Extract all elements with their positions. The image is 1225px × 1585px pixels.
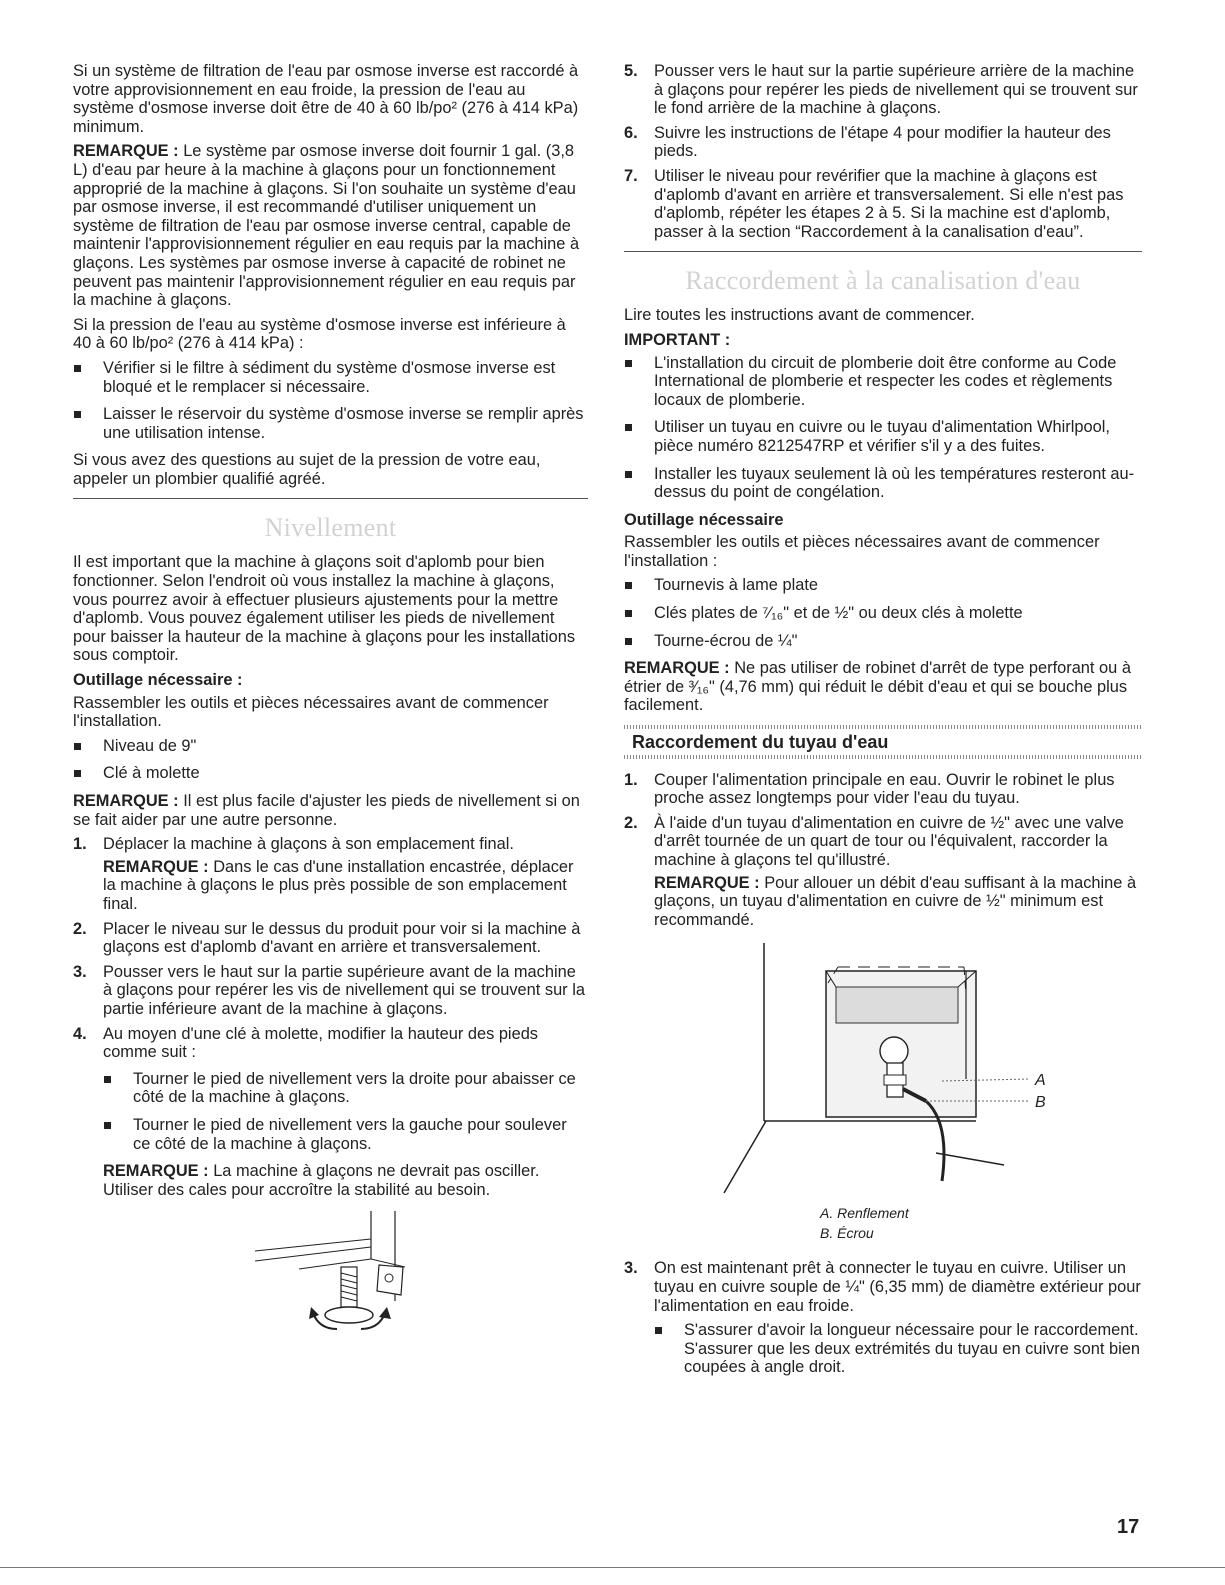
step-number: 6. <box>624 123 638 142</box>
step-number: 1. <box>73 835 87 854</box>
step-text: Suivre les instructions de l'étape 4 pour modifier la hauteur des pieds. <box>654 123 1111 161</box>
step-item <box>73 1025 588 1200</box>
step-item <box>624 814 1142 930</box>
step-text: Placer le niveau sur le dessus du produit pour voir si la machine à glaçons est d'aplomb d'avant en arrière et transversalement. <box>103 919 581 957</box>
tools-list <box>624 576 1142 650</box>
connection-steps-continued <box>624 1259 1142 1377</box>
note-text: Pour allouer un débit d'eau suffisant à la machine à glaçons, un tuyau d'alimentation en cuivre de ½" minimum est recommandé. <box>654 873 1137 929</box>
tools-intro: Rassembler les outils et pièces nécessaires avant de commencer l'installation : <box>624 533 1100 570</box>
step-note <box>103 858 588 914</box>
page-number: 17 <box>1117 1516 1140 1538</box>
note-label: REMARQUE : <box>103 1162 209 1181</box>
raccordement-intro: Lire toutes les instructions avant de commencer. <box>624 306 975 325</box>
note-text: Il est plus facile d'ajuster les pieds de nivellement si on se fait aider par une autre personne. <box>73 792 580 829</box>
step-text: Couper l'alimentation principale en eau. Ouvrir le robinet le plus proche assez longtemps pour vider l'eau du tuyau. <box>654 770 1115 808</box>
step-text: On est maintenant prêt à connecter le tuyau en cuivre. Utiliser un tuyau en cuivre souple de ¼" (6,35 mm) de diamètre extérieur pour l'alimentation en eau froide. <box>654 1259 1141 1315</box>
list-item: Clé à molette <box>73 764 588 783</box>
note-text: Dans le cas d'une installation encastrée, déplacer la machine à glaçons le plus près possible de son emplacement final. <box>103 857 574 913</box>
step-number: 3. <box>73 962 87 981</box>
list-item: Tournevis à lame plate <box>624 576 1142 595</box>
step-note <box>654 874 1142 930</box>
step-number: 2. <box>73 919 87 938</box>
note-text: La machine à glaçons ne devrait pas osciller. Utiliser des cales pour accroître la stabilité au besoin. <box>103 1162 540 1199</box>
note-label: REMARQUE : <box>73 142 179 161</box>
step-item <box>624 124 1142 161</box>
list-item: L'installation du circuit de plomberie doit être conforme au Code International de plomberie et respecter les codes et règlements locaux de plomberie. <box>624 354 1142 410</box>
step-number: 2. <box>624 813 638 832</box>
valve-note <box>624 659 1142 715</box>
step-text: Utiliser le niveau pour revérifier que la machine à glaçons est d'aplomb d'avant en arrière et transversalement. Si elle n'est pas d'aplomb, répéter les étapes 2 à 5. Si la machine est d'aplomb, passer à la section “Raccordement à la canalisation d'eau”. <box>654 166 1124 241</box>
ro-intro: Si un système de filtration de l'eau par osmose inverse est raccordé à votre approvisionnement en eau froide, la pression de l'eau au système d'osmose inverse doit être de 40 à 60 lb/po² (276 à 414 kPa) minimum. <box>73 62 579 136</box>
note-label: REMARQUE : <box>73 792 179 810</box>
leveling-steps <box>73 835 588 1199</box>
leveling-foot-drawing <box>245 1211 445 1339</box>
note-text: Ne pas utiliser de robinet d'arrêt de type perforant ou à étrier de ³⁄₁₆" (4,76 mm) qui réduit le débit d'eau et qui se bouche plus facilement. <box>624 659 1131 715</box>
list-item: Clés plates de ⁷⁄₁₆" et de ½" ou deux clés à molette <box>624 604 1142 623</box>
pressure-paragraph: Si la pression de l'eau au système d'osmose inverse est inférieure à 40 à 60 lb/po² (276 à 414 kPa) : <box>73 315 566 353</box>
step-bullets <box>654 1321 1142 1377</box>
list-item: S'assurer d'avoir la longueur nécessaire pour le raccordement. S'assurer que les deux extrémités du tuyau en cuivre sont bien coupées à angle droit. <box>654 1321 1142 1377</box>
leveling-note <box>73 792 588 829</box>
water-connection-figure <box>624 943 1142 1243</box>
step-number: 4. <box>73 1024 87 1043</box>
step-number: 3. <box>624 1259 638 1278</box>
step-item <box>624 771 1142 808</box>
list-item: Tourner le pied de nivellement vers la droite pour abaisser ce côté de la machine à glaçons. <box>103 1070 588 1107</box>
note-label: REMARQUE : <box>103 857 209 876</box>
step-item <box>73 835 588 913</box>
water-valve-drawing <box>704 943 1144 1201</box>
ro-note <box>73 142 588 309</box>
step-item <box>624 62 1142 118</box>
list-item: Niveau de 9" <box>73 737 588 756</box>
step-text: À l'aide d'un tuyau d'alimentation en cuivre de ½" avec une valve d'arrêt tournée de un quart de tour ou l'équivalent, raccorder la machine à glaçons tel qu'illustré. <box>654 813 1124 869</box>
step-text: Pousser vers le haut sur la partie supérieure arrière de la machine à glaçons pour repérer les pieds de nivellement qui se trouvent sur le fond arrière de la machine à glaçons. <box>654 62 1138 118</box>
hatch-rule <box>624 755 1142 759</box>
right-column <box>624 62 1142 1386</box>
list-item: Laisser le réservoir du système d'osmose inverse se remplir après une utilisation intense. <box>73 405 588 442</box>
list-item: Tourne-écrou de ¼" <box>624 632 1142 651</box>
tools-heading: Outillage nécessaire <box>624 510 784 529</box>
tools-heading: Outillage nécessaire : <box>73 671 243 690</box>
note-text: Le système par osmose inverse doit fournir 1 gal. (3,8 L) d'eau par heure à la machine à glaçons pour un fonctionnement approprié de la machine à glaçons. Si l'on souhaite un système d'eau par osmose inverse, il est recommandé d'utiliser uniquement un système de filtration de l'eau par osmose inverse central, capable de maintenir l'approvisionnement régulier en eau requis par la machine à glaçons. Les systèmes par osmose inverse à capacité de robinet ne peuvent pas maintenir l'approvisionnement régulier en eau requis par la machine à glaçons. <box>73 142 580 310</box>
note-label: REMARQUE : <box>654 873 760 892</box>
nivellement-intro: Il est important que la machine à glaçons soit d'aplomb pour bien fonctionner. Selon l'endroit où vous installez la machine à glaçons, vous pourrez avoir à effectuer plusieurs ajustements pour la mettre d'aplomb. Vous pouvez également utiliser les pieds de nivellement pour baisser la hauteur de la machine à glaçons pour les installations sous comptoir. <box>73 553 576 665</box>
tools-intro: Rassembler les outils et pièces nécessaires avant de commencer l'installation. <box>73 693 549 731</box>
leveling-steps-continued <box>624 62 1142 241</box>
important-heading: IMPORTANT : <box>624 330 731 349</box>
step-item <box>73 920 588 957</box>
step-text: Déplacer la machine à glaçons à son emplacement final. <box>103 835 514 854</box>
caption-b: B. Écrou <box>820 1225 874 1242</box>
figure-caption <box>820 1203 1142 1243</box>
figure-label-a: A <box>1035 1072 1046 1090</box>
step-note <box>103 1162 588 1199</box>
subsection-title: Raccordement du tuyau d'eau <box>632 732 889 753</box>
step-bullets <box>103 1070 588 1153</box>
step-number: 7. <box>624 166 638 185</box>
section-divider <box>624 251 1142 252</box>
step-item <box>624 167 1142 241</box>
list-item: Vérifier si le filtre à sédiment du système d'osmose inverse est bloqué et le remplacer si nécessaire. <box>73 359 588 396</box>
caption-a: A. Renflement <box>820 1205 909 1222</box>
leveling-leg-illustration <box>245 1211 588 1344</box>
step-item <box>624 1259 1142 1377</box>
figure-label-b: B <box>1035 1094 1046 1112</box>
important-list <box>624 354 1142 502</box>
left-column <box>73 62 588 1344</box>
page-bottom-rule <box>0 1567 1225 1568</box>
questions-paragraph: Si vous avez des questions au sujet de la pression de votre eau, appeler un plombier qualifié agréé. <box>73 451 541 488</box>
list-item: Utiliser un tuyau en cuivre ou le tuyau d'alimentation Whirlpool, pièce numéro 8212547RP et vérifier s'il y a des fuites. <box>624 418 1142 455</box>
section-divider <box>73 498 588 499</box>
step-text: Pousser vers le haut sur la partie supérieure avant de la machine à glaçons pour repérer les vis de nivellement qui se trouvent sur la partie inférieure avant de la machine à glaçons. <box>103 962 585 1018</box>
section-title-raccordement: Raccordement à la canalisation d'eau <box>685 266 1081 296</box>
list-item: Tourner le pied de nivellement vers la gauche pour soulever ce côté de la machine à glaçons. <box>103 1116 588 1153</box>
step-text: Au moyen d'une clé à molette, modifier la hauteur des pieds comme suit : <box>103 1024 539 1062</box>
step-number: 5. <box>624 62 638 80</box>
pressure-bullets <box>73 359 588 442</box>
subsection-header <box>624 725 1142 759</box>
tools-list <box>73 737 588 783</box>
step-number: 1. <box>624 770 638 789</box>
note-label: REMARQUE : <box>624 659 730 678</box>
connection-steps <box>624 771 1142 930</box>
section-title-nivellement: Nivellement <box>264 513 397 543</box>
step-item <box>73 963 588 1019</box>
list-item: Installer les tuyaux seulement là où les températures resteront au-dessus du point de congélation. <box>624 465 1142 502</box>
